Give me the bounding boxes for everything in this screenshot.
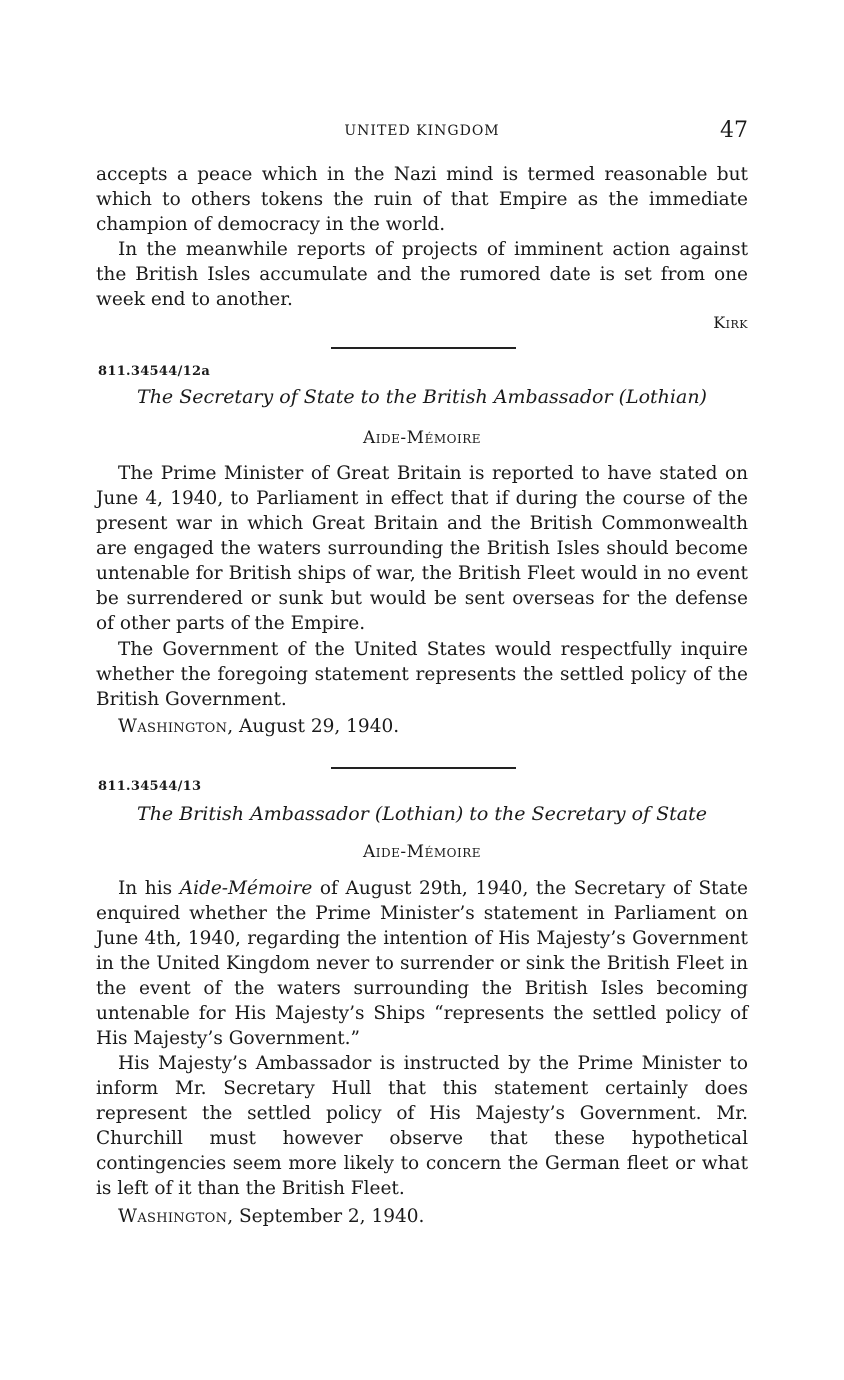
section-divider [331,347,516,349]
document-title-2: The British Ambassador (Lothian) to the Secretary of State [137,803,707,825]
dateline-2 [118,1206,424,1227]
signature: Kirk [713,313,748,332]
file-number: 811.34544/12a [98,364,211,379]
dateline-date-2: , September 2, 1940. [227,1206,425,1227]
dateline-place: Washington [118,716,228,737]
running-title: UNITED KINGDOM [344,123,500,139]
dateline [118,716,399,737]
paragraph-rest: of August 29th, 1940, the Secretary of State enquired whether the Prime Minister’s statement in Parliament on June 4th, 1940, regarding the intention of His Majesty’s Government in the United Kingdom never to surrender or sink the British Fleet in the event of the waters surrounding the British Isles becoming untenable for His Majesty’s Ships “represents the settled policy of His Majesty’s Government.” [96,878,748,1049]
section-divider-2 [331,767,516,769]
dateline-date: , August 29, 1940. [227,716,400,737]
body-paragraph: The Prime Minister of Great Britain is reported to have stated on June 4, 1940, to Parliament in effect that if during the course of the present war in which Great Britain and the British Commonwealth are engaged the waters surrounding the British Isles should become untenable for British ships of war, the British Fleet would in no event be surrendered or sunk but would be sent overseas for the defense of other parts of the Empire. [96,463,748,634]
body-paragraph-3 [96,876,748,1051]
running-header [96,118,748,146]
document-type-2: Aide-Mémoire [363,842,481,862]
continuation-paragraph: accepts a peace which in the Nazi mind is termed reasonable but which to others tokens the ruin of that Empire as the immediate champion of democracy in the world. [96,164,748,235]
paragraph-start: In his [118,878,180,899]
italic-term: Aide-Mémoire [179,878,313,899]
document-title: The Secretary of State to the British Ambassador (Lothian) [137,386,707,408]
file-number-2: 811.34544/13 [98,779,202,794]
dateline-place-2: Washington [118,1206,228,1227]
continuation-paragraph-2: In the meanwhile reports of projects of imminent action against the British Isles accumulate and the rumored date is set from one week end to another. [96,239,748,310]
page-number: 47 [720,118,748,143]
document-type: Aide-Mémoire [363,428,481,448]
body-paragraph-4: His Majesty’s Ambassador is instructed by the Prime Minister to inform Mr. Secretary Hull that this statement certainly does represent the settled policy of His Majesty’s Government. Mr. Churchill must however observe that these hypothetical contingencies seem more likely to concern the German fleet or what is left of it than the British Fleet. [96,1053,748,1199]
body-paragraph-2: The Government of the United States would respectfully inquire whether the foregoing statement represents the settled policy of the British Government. [96,639,748,710]
